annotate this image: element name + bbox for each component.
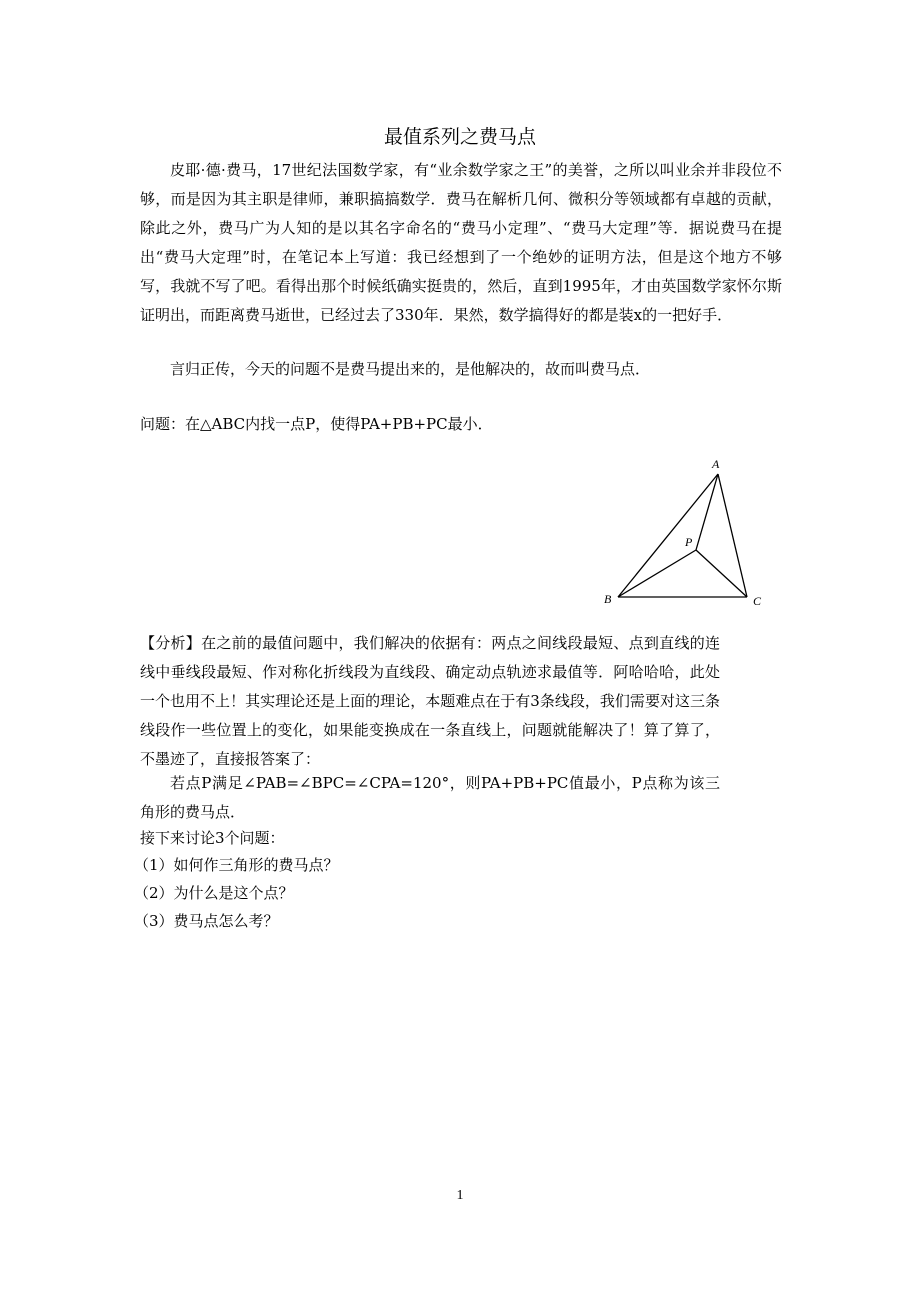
label-b: B <box>604 592 612 606</box>
intro-paragraph-1: 皮耶·德·费马，17世纪法国数学家，有“业余数学家之王”的美誉，之所以叫业余并非段位不够，而是因为其主职是律师，兼职搞搞数学．费马在解析几何、微积分等领域都有卓越的贡献，除此之外，费马广为人知的是以其名字命名的“费马小定理”、“费马大定理”等．据说费马在提出“费马大定理”时，在笔记本上写道：我已经想到了一个绝妙的证明方法，但是这个地方不够写，我就不写了吧。看得出那个时候纸确实挺贵的，然后，直到1995年，才由英国数学家怀尔斯证明出，而距离费马逝世，已经过去了330年．果然，数学搞得好的都是装x的一把好手． <box>140 161 782 324</box>
segment-pa <box>696 474 718 550</box>
question-item: （1）如何作三角形的费马点？ <box>134 856 339 874</box>
triangle-figure <box>596 454 772 610</box>
analysis-answer: 若点P满足∠PAB=∠BPC=∠CPA=120°，则PA+PB+PC值最小，P点称为该三角形的费马点． <box>140 774 720 821</box>
edge-ca <box>718 474 747 597</box>
label-p: P <box>685 535 693 549</box>
question-item: （3）费马点怎么考？ <box>134 912 279 930</box>
triangle-diagram <box>596 454 772 610</box>
segment-pb <box>618 550 696 597</box>
segment-pc <box>696 550 747 597</box>
page-number: 1 <box>456 1188 464 1203</box>
question-item: （2）为什么是这个点？ <box>134 884 294 902</box>
analysis-paragraph: 【分析】在之前的最值问题中，我们解决的依据有：两点之间线段最短、点到直线的连线中垂线段最短、作对称化折线段为直线段、确定动点轨迹求最值等．阿哈哈哈，此处一个也用不上！其实理论还是上面的理论，本题难点在于有3条线段，我们需要对这三条线段作一些位置上的变化，如果能变换成在一条直线上，问题就能解决了！算了算了，不墨迹了，直接报答案了： <box>140 634 720 768</box>
label-c: C <box>753 594 762 608</box>
edge-ab <box>618 474 718 597</box>
intro-paragraph-2: 言归正传，今天的问题不是费马提出来的，是他解决的，故而叫费马点． <box>170 360 651 378</box>
page-title: 最值系列之费马点 <box>383 126 536 148</box>
label-a: A <box>712 457 720 471</box>
discussion-intro: 接下来讨论3个问题： <box>140 829 285 847</box>
problem-statement: 问题：在△ABC内找一点P，使得PA+PB+PC最小． <box>140 415 493 433</box>
